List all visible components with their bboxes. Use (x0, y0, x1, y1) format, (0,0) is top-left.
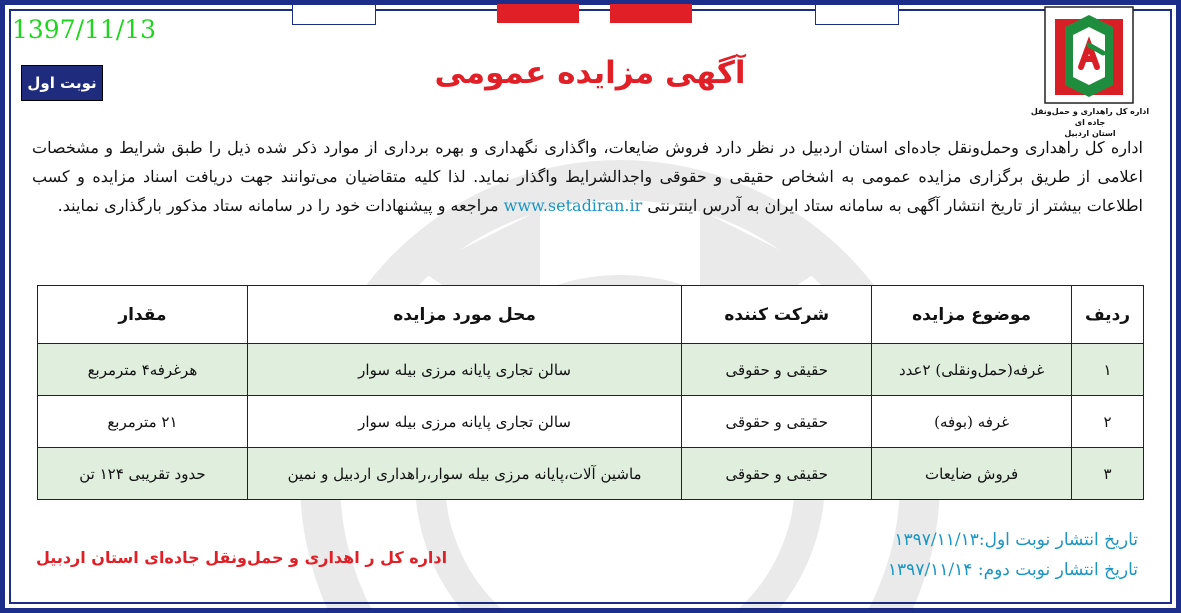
signature-organization: اداره کل ر اهداری و حمل‌ونقل جاده‌ای استان اردبیل (36, 548, 448, 567)
table-row (38, 396, 1144, 448)
publication-second: تاریخ انتشار نوبت دوم: ۱۳۹۷/۱۱/۱۴ (887, 560, 1138, 580)
cell-subject: غرفه(حمل‌ونقلی) ۲عدد (872, 344, 1072, 396)
top-bar-block (610, 4, 692, 23)
table-row (38, 344, 1144, 396)
table-header-row (38, 286, 1144, 344)
page-title: آگهی مزایده عمومی (434, 55, 746, 91)
announcement-paragraph: اداره کل راهداری وحمل‌ونقل جاده‌ای استان اردبیل در نظر دارد فروش ضایعات، واگذاری نگهداری و بهره برداری از موارد ذکر شده ذیل را طبق شرایط و مشخصات اعلامی از طریق برگزاری مزایده عمومی به اشخاص حقیقی و حقوقی واجدالشرایط واگذار نماید. لذا کلیه متقاضیان می‌توانند جهت دریافت اسناد مزایده و کسب اطلاعات بیشتر از تاریخ انتشار آگهی به سامانه ستاد ایران به آدرس اینترنتی (32, 138, 1144, 215)
cell-participant: حقیقی و حقوقی (682, 344, 872, 396)
header-participant: شرکت کننده (682, 286, 872, 344)
announcement-body (32, 133, 1143, 220)
header-quantity: مقدار (38, 286, 248, 344)
cell-row-number: ۲ (1072, 396, 1144, 448)
publication-first: تاریخ انتشار نوبت اول:۱۳۹۷/۱۱/۱۳ (894, 530, 1138, 550)
top-bar-block (497, 4, 579, 23)
cell-subject: غرفه (بوفه) (872, 396, 1072, 448)
organization-logo-icon (1043, 5, 1135, 105)
table-row (38, 448, 1144, 500)
cell-participant: حقیقی و حقوقی (682, 448, 872, 500)
cell-quantity: حدود تقریبی ۱۲۴ تن (38, 448, 248, 500)
publication-dates (790, 525, 1138, 585)
cell-row-number: ۳ (1072, 448, 1144, 500)
header-location: محل مورد مزایده (247, 286, 682, 344)
cell-row-number: ۱ (1072, 344, 1144, 396)
insertion-badge: نوبت اول (21, 65, 103, 101)
organization-name-line2: استان اردبیل (1064, 129, 1116, 138)
announcement-tail: مراجعه و پیشنهادات خود را در سامانه ستاد مذکور بارگذاری نمایند. (57, 196, 499, 215)
cell-quantity: ۲۱ مترمربع (38, 396, 248, 448)
header-subject: موضوع مزایده (872, 286, 1072, 344)
website-link[interactable]: www.setadiran.ir (503, 196, 643, 215)
header-row-number: ردیف (1072, 286, 1144, 344)
top-bar-block (292, 4, 376, 25)
cell-location: سالن تجاری پایانه مرزی بیله سوار (247, 396, 682, 448)
organization-name-line1: اداره کل راهداری و حمل‌ونقل جاده ای (1030, 107, 1150, 127)
cell-quantity: هرغرفه۴ مترمربع (38, 344, 248, 396)
auction-table (37, 285, 1144, 500)
cell-location: ماشین آلات،پایانه مرزی بیله سوار،راهداری اردبیل و نمین (247, 448, 682, 500)
top-bar-block (815, 4, 899, 25)
cell-location: سالن تجاری پایانه مرزی بیله سوار (247, 344, 682, 396)
cell-participant: حقیقی و حقوقی (682, 396, 872, 448)
cell-subject: فروش ضایعات (872, 448, 1072, 500)
date-stamp: 1397/11/13 (12, 15, 157, 44)
